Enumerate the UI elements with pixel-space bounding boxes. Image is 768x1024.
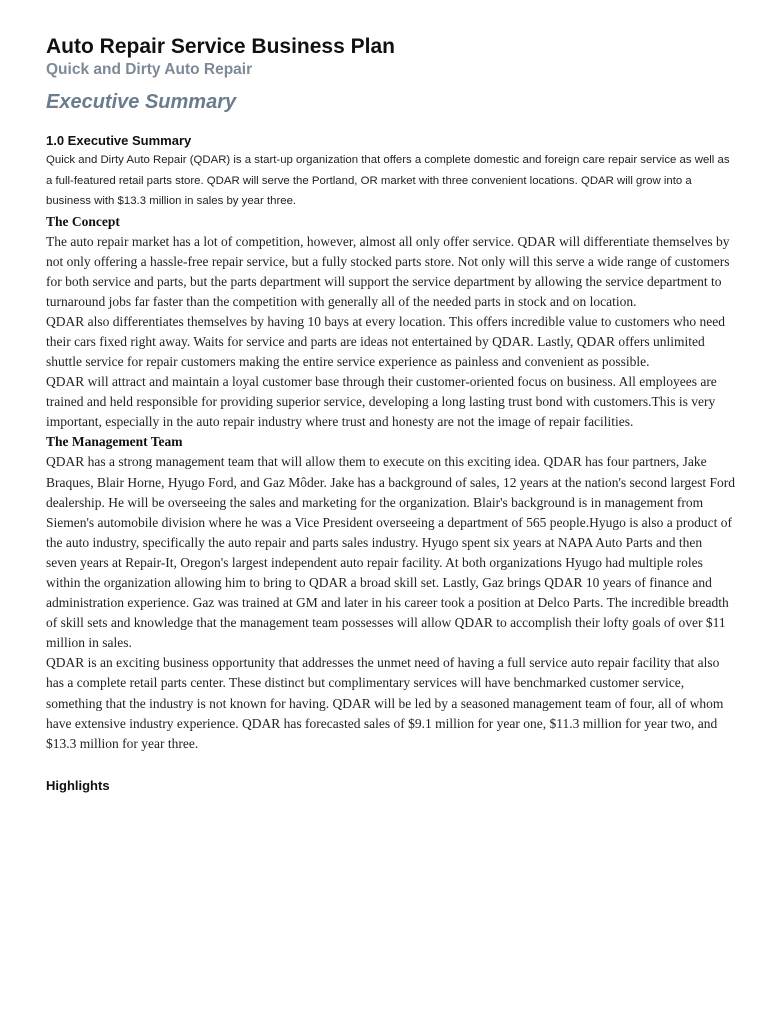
concept-paragraph: The auto repair market has a lot of competition, however, almost all only offer service. QDAR will differentiate themselves by not only offering a hassle-free repair service, but a fully stocked parts store. Not only will this serve a wide range of customers for both service and parts, but the parts department will support the service department by allowing the service department to turnaround jobs far faster than the competition with generally all of the needed parts in stock and on location. [46,233,730,309]
section-heading-executive-summary: Executive Summary [46,91,237,113]
concept-paragraph: QDAR will attract and maintain a loyal customer base through their customer-oriented focus on business. All employees are trained and held responsible for providing superior service, developing a long lasting trust bond with customers.This is very important, especially in the auto repair industry where trust and honesty are not the image of repair facilities. [46,374,717,430]
intro-paragraph: Quick and Dirty Auto Repair (QDAR) is a start-up organization that offers a complete domestic and foreign care repair service as well as a full-featured retail parts store. QDAR will serve the Portland, OR market with three convenient locations. QDAR will grow into a business with $13.3 million in sales by year three. [46,154,730,207]
concept-paragraph: QDAR also differentiates themselves by having 10 bays at every location. This offers incredible value to customers who need their cars fixed right away. Waits for service and parts are ideas not entertained by QDAR. Lastly, QDAR offers unlimited shuttle service for repair customers making the entire service experience as painless and convenient as possible. [46,313,725,370]
document-title: Auto Repair Service Business Plan [46,35,395,58]
document-page [46,34,736,795]
document-subtitle: Quick and Dirty Auto Repair [46,61,253,78]
subsection-heading: 1.0 Executive Summary [46,133,192,148]
highlights-heading: Highlights [46,777,110,793]
management-paragraph: QDAR is an exciting business opportunity that addresses the unmet need of having a full service auto repair facility that also has a complete retail parts center. These distinct but complimentary services will have benchmarked customer service, something that the industry is not known for having. QDAR will be led by a seasoned management team of four, all of whom have extensive industry experience. QDAR has forecasted sales of $9.1 million for year one, $11.3 million for year two, and $13.3 million for year three. [46,655,724,751]
management-heading: The Management Team [46,434,183,450]
management-paragraph: QDAR has a strong management team that will allow them to execute on this exciting idea. QDAR has four partners, Jake Braques, Blair Horne, Hyugo Ford, and Gaz Môder. Jake has a background of sales, 12 years at the nation's second largest Ford dealership. He will be overseeing the sales and marketing for the organization. Blair's background is in management from Siemen's automobile division where he was a Vice President overseeing a department of 565 people.Hyugo is also a product of the auto industry, specifically the auto repair and parts sales industry. Hyugo spent six years at NAPA Auto Parts and then seven years at Repair-It, Oregon's largest independent auto repair facility. At both organizations Hyugo had multiple roles within the organization allowing him to bring to QDAR a broad skill set. Lastly, Gaz brings QDAR 10 years of finance and administration experience. Gaz was trained at GM and later in his career took a position at Delco Parts. The incredible breadth of skill sets and knowledge that the management team possesses will allow QDAR to accomplish their lofty goals of over $11 million in sales. [46,454,736,651]
concept-heading: The Concept [46,213,120,229]
